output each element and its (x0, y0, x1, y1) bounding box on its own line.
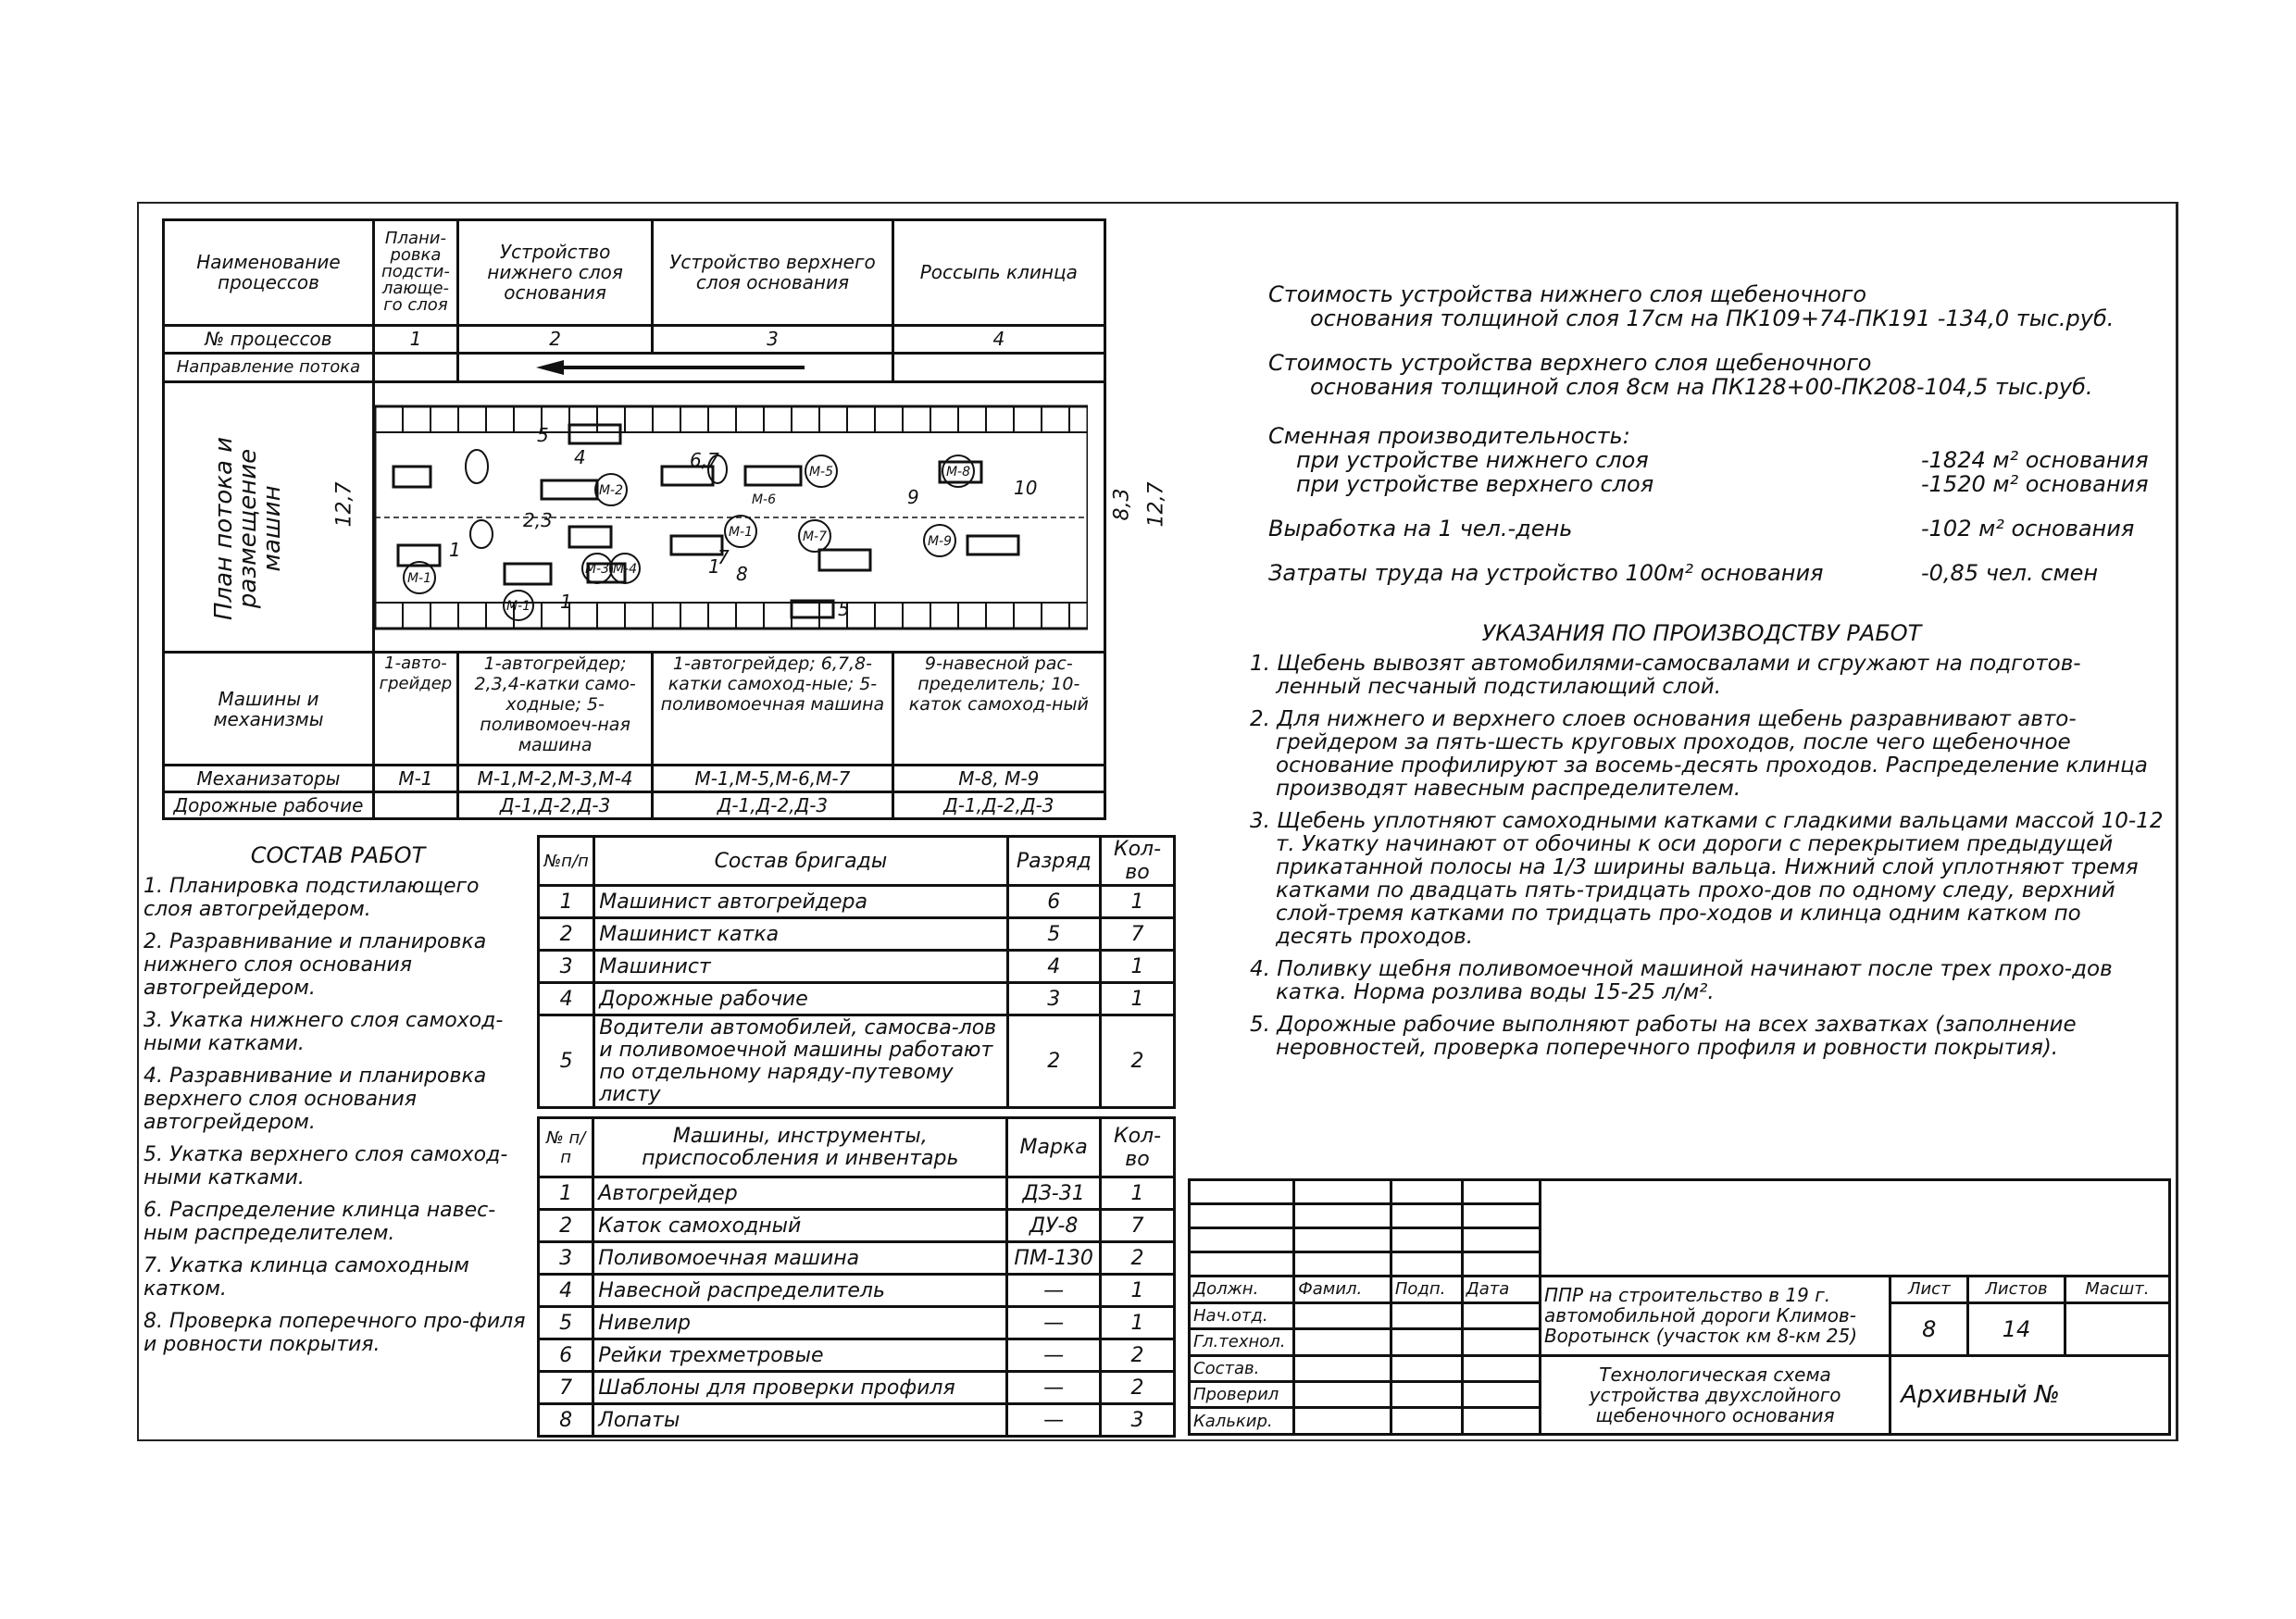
plan-mark: 5 (837, 597, 850, 620)
table-row: 1 Автогрейдер ДЗ-31 1 (539, 1177, 1175, 1210)
instructions-title: УКАЗАНИЯ ПО ПРОИЗВОДСТВУ РАБОТ (1481, 620, 1922, 646)
stamp-header: Должн. (1190, 1277, 1294, 1302)
cost-line: основания толщиной слоя 17см на ПК109+74-ПК191 -134,0 тыс.руб. (1310, 305, 2115, 331)
plan-mark: М-1 (728, 524, 753, 540)
list-item: 6. Распределение клинца навес-ным распределителем. (144, 1199, 496, 1245)
workers-cell (373, 792, 457, 819)
dim-right-1: 8,3 (1110, 488, 1134, 521)
table-row: 2 Машинист катка 5 7 (539, 918, 1175, 951)
flow-direction-arrow (536, 358, 814, 377)
plan-mark: М-9 (927, 533, 952, 549)
flow-table (162, 218, 1168, 820)
productivity-value: -1824 м² основания (1921, 447, 2149, 473)
list-item: 3. Щебень уплотняют самоходными катками с гладкими вальцами массой 10-12 т. Укатку начинают от обочины к оси дороги с перекрытием предыдущей прикатанной полосы на 1/3 ширины вальца. Нижний слой уплотняют тремя катками по двадцать пять-тридцать прохо-дов по одному следу, верхний слой-тремя катками по тридцать про-ходов и клинца одним катком по десять проходов. (1250, 809, 2164, 949)
plan-mark: 9 (906, 485, 919, 508)
brigade-table (537, 835, 1176, 1109)
operators-cell: М-1,М-2,М-3,М-4 (457, 766, 652, 792)
productivity-block (1268, 424, 2157, 585)
labor-label: Затраты труда на устройство 100м² основания (1268, 560, 1824, 586)
workers-cell: Д-1,Д-2,Д-3 (653, 792, 892, 819)
operators-cell: М-1 (373, 766, 457, 792)
plan-mark: 1 (707, 554, 720, 578)
cost-block (1268, 282, 2157, 399)
work-composition-title: СОСТАВ РАБОТ (250, 842, 426, 868)
stamp-header: Подп. (1391, 1277, 1462, 1302)
workers-label: Дорожные рабочие (164, 792, 374, 819)
stamp-role: Проверил (1190, 1382, 1294, 1408)
direction-label: Направление потока (164, 354, 374, 382)
col-process-4: Россыпь клинца (892, 220, 1104, 326)
labor-value: -0,85 чел. смен (1921, 560, 2099, 586)
plan-mark: М-1 (505, 598, 530, 614)
plan-mark: М-3 (584, 561, 609, 577)
cost-line: Стоимость устройства нижнего слоя щебеночного (1268, 281, 1867, 307)
plan-mark: 10 (1013, 476, 1038, 499)
process-number: 2 (457, 325, 652, 354)
table-row: 3 Поливомоечная машина ПМ-130 2 (539, 1242, 1175, 1275)
plan-mark: 4 (573, 445, 586, 468)
dim-right-2: 12,7 (1144, 481, 1168, 528)
cost-line: основания толщиной слоя 8см на ПК128+00-ПК208-104,5 тыс.руб. (1310, 374, 2093, 400)
table-header: Кол-во (1101, 1118, 1175, 1177)
table-row: 2 Каток самоходный ДУ-8 7 (539, 1210, 1175, 1242)
plan-mark: 6,7 (689, 448, 719, 471)
table-row: 5 Нивелир — 1 (539, 1307, 1175, 1339)
productivity-item: при устройстве верхнего слоя (1296, 471, 1654, 497)
productivity-value: -1520 м² основания (1921, 471, 2149, 497)
stamp-header: Дата (1462, 1277, 1540, 1302)
table-header: № п/п (539, 1118, 593, 1177)
dim-left: 12,7 (332, 481, 356, 528)
process-number: 4 (892, 325, 1104, 354)
stamp-role: Гл.технол. (1190, 1329, 1294, 1355)
machines-cell: 1-автогрейдер; 2,3,4-катки само-ходные; 5-поливомоеч-ная машина (457, 653, 652, 766)
plan-mark: М-5 (808, 464, 833, 479)
sheet-number: 8 (1890, 1302, 1968, 1355)
table-row: 7 Шаблоны для проверки профиля — 2 (539, 1372, 1175, 1404)
stamp-role: Состав. (1190, 1355, 1294, 1381)
operators-label: Механизаторы (164, 766, 374, 792)
plan-mark: 8 (735, 562, 748, 585)
operators-cell: М-8, М-9 (892, 766, 1104, 792)
list-item: 1. Щебень вывозят автомобилями-самосвалами и сгружают на подготов-ленный песчаный подстилающий слой. (1250, 652, 2081, 699)
plan-mark: 1 (448, 538, 461, 561)
title-block (1188, 1178, 2171, 1436)
process-number: 3 (653, 325, 892, 354)
sheets-total: 14 (1968, 1302, 2065, 1355)
stamp-header: Фамил. (1294, 1277, 1391, 1302)
list-item: 4. Поливку щебня поливомоечной машиной начинают после трех прохо-дов катка. Норма розлива воды 15-25 л/м². (1250, 957, 2113, 1004)
plan-mark: 1 (559, 590, 572, 613)
machines-cell: 1-авто-грейдер (373, 653, 457, 766)
table-header: №п/п (539, 837, 594, 886)
drawing-title: Технологическая схема устройства двухслойного щебеночного основания (1540, 1355, 1890, 1434)
table-header: Машины, инструменты, приспособления и инвентарь (593, 1118, 1007, 1177)
list-item: 5. Дорожные рабочие выполняют работы на всех захватках (заполнение неровностей, проверка поперечного профиля и ровности покрытия). (1250, 1013, 2077, 1060)
plan-mark: М-8 (945, 464, 970, 479)
plan-mark: М-1 (406, 570, 431, 586)
col-process-2: Устройство нижнего слоя основания (457, 220, 652, 326)
productivity-label: Сменная производительность: (1268, 423, 1630, 449)
machine-plan (375, 388, 1088, 647)
scale-label: Масшт. (2065, 1277, 2169, 1302)
table-row: 1 Машинист автогрейдера 6 1 (539, 886, 1175, 918)
workers-cell: Д-1,Д-2,Д-3 (457, 792, 652, 819)
project-title: ППР на строительство в 19 г. автомобильной дороги Климов-Воротынск (участок км 8-км 25) (1540, 1277, 1890, 1355)
plan-mark: 2,3 (522, 508, 553, 531)
plan-mark: М-4 (612, 561, 637, 577)
list-item: 8. Проверка поперечного про-филя и ровности покрытия. (144, 1310, 526, 1356)
plan-mark: М-6 (751, 492, 776, 507)
plan-mark: 7 (717, 545, 730, 568)
output-value: -102 м² основания (1921, 516, 2135, 542)
plan-mark: М-7 (802, 529, 827, 544)
list-item: 2. Разравнивание и планировка нижнего слоя основания автогрейдером. (144, 930, 487, 1000)
plan-mark: М-2 (598, 482, 623, 498)
table-row: 5 Водители автомобилей, самосва-лов и поливомоечной машины работают по отдельному наряду-путевому листу 2 2 (539, 1015, 1175, 1108)
table-header: Состав бригады (594, 837, 1007, 886)
list-item: 7. Укатка клинца самоходным катком. (144, 1254, 469, 1301)
list-item: 4. Разравнивание и планировка верхнего слоя основания автогрейдером. (144, 1065, 487, 1134)
col-process-3: Устройство верхнего слоя основания (653, 220, 892, 326)
machines-label: Машины и механизмы (164, 653, 374, 766)
stamp-role: Нач.отд. (1190, 1302, 1294, 1328)
process-numbers-label: № процессов (164, 325, 374, 354)
cost-line: Стоимость устройства верхнего слоя щебеночного (1268, 350, 1872, 376)
work-composition (144, 844, 532, 1365)
table-header: Разряд (1007, 837, 1100, 886)
sheets-label: Листов (1968, 1277, 2065, 1302)
process-number: 1 (373, 325, 457, 354)
machines-table (537, 1116, 1176, 1438)
table-row: 4 Навесной распределитель — 1 (539, 1275, 1175, 1307)
table-row: 6 Рейки трехметровые — 2 (539, 1339, 1175, 1372)
table-row: 8 Лопаты — 3 (539, 1404, 1175, 1437)
machines-cell: 9-навесной рас-пределитель; 10-каток самоход-ный (892, 653, 1104, 766)
process-name-header: Наименование процессов (164, 220, 374, 326)
table-row: 4 Дорожные рабочие 3 1 (539, 983, 1175, 1015)
table-header: Кол-во (1101, 837, 1175, 886)
col-process-1: Плани-ровка подсти-лающе-го слоя (373, 220, 457, 326)
archive-number: Архивный № (1890, 1355, 2170, 1434)
instructions-block (1239, 622, 2165, 1069)
list-item: 5. Укатка верхнего слоя самоход-ными катками. (144, 1143, 508, 1189)
operators-cell: М-1,М-5,М-6,М-7 (653, 766, 892, 792)
list-item: 2. Для нижнего и верхнего слоев основания щебень разравнивают авто-грейдером за пять-шесть круговых проходов, после чего щебеночное основание профилируют за восемь-десять проходов. Распределение клинца производят навесным распределителем. (1250, 707, 2148, 801)
plan-mark: 5 (536, 423, 549, 446)
sheet-label: Лист (1890, 1277, 1968, 1302)
machines-cell: 1-автогрейдер; 6,7,8-катки самоход-ные; 5-поливомоечная машина (653, 653, 892, 766)
stamp-role: Калькир. (1190, 1408, 1294, 1435)
plan-label: План потока и размещение машин (210, 437, 286, 621)
list-item: 3. Укатка нижнего слоя самоход-ными катками. (144, 1009, 504, 1055)
table-header: Марка (1007, 1118, 1101, 1177)
workers-cell: Д-1,Д-2,Д-3 (892, 792, 1104, 819)
productivity-item: при устройстве нижнего слоя (1296, 447, 1649, 473)
table-row: 3 Машинист 4 1 (539, 951, 1175, 983)
output-label: Выработка на 1 чел.-день (1268, 516, 1573, 542)
list-item: 1. Планировка подстилающего слоя автогрейдером. (144, 875, 480, 921)
